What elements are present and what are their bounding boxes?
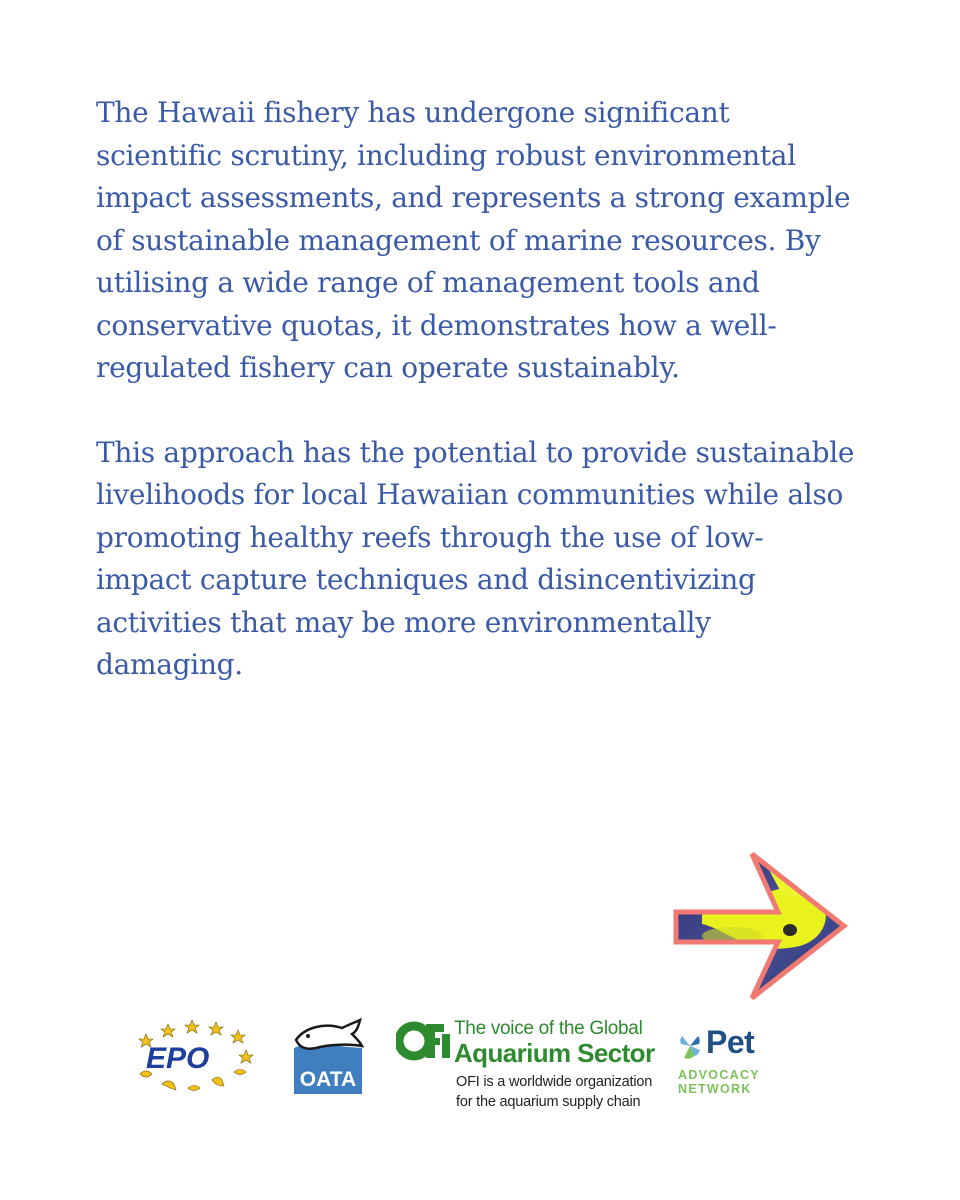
pan-logo-pet: Pet [706, 1024, 755, 1060]
pan-logo-advocacy: ADVOCACY [678, 1068, 760, 1082]
paragraph-2: This approach has the potential to provide sustainable livelihoods for local Hawaiian communities while also promoting healthy reefs through the use of low-impact capture techniques and disincentivizing activities that may be more environmentally damaging. [96, 435, 855, 681]
epo-logo-text: EPO [146, 1042, 210, 1075]
pan-logo-mark [676, 1032, 704, 1062]
ofi-description-1: OFI is a worldwide organization [456, 1074, 653, 1090]
ofi-tagline-2: Aquarium Sector [454, 1038, 655, 1068]
oata-logo [290, 1018, 366, 1096]
ofi-tagline-1: The voice of the Global [454, 1018, 643, 1039]
oata-logo-text: OATA [299, 1068, 357, 1091]
epo-logo-mark [134, 1018, 256, 1100]
pan-logo-network: NETWORK [678, 1082, 752, 1096]
ofi-mark-text: OFI [396, 1020, 398, 1021]
body-text [96, 92, 856, 687]
ofi-logo [396, 1018, 655, 1110]
oata-logo-mark [290, 1018, 366, 1096]
arrow-right-icon[interactable] [672, 848, 848, 1004]
ofi-logo-mark [396, 1020, 452, 1062]
paragraph-1: The Hawaii fishery has undergone significant scientific scrutiny, including robust environmental impact assessments, and represents a strong example of sustainable management of marine resources. By utilising a wide range of management tools and conservative quotas, it demonstrates how a well-regulated fishery can operate sustainably. [96, 96, 851, 384]
pet-advocacy-network-logo [676, 1024, 786, 1096]
ofi-description-2: for the aquarium supply chain [456, 1094, 641, 1110]
epo-logo [134, 1018, 256, 1100]
